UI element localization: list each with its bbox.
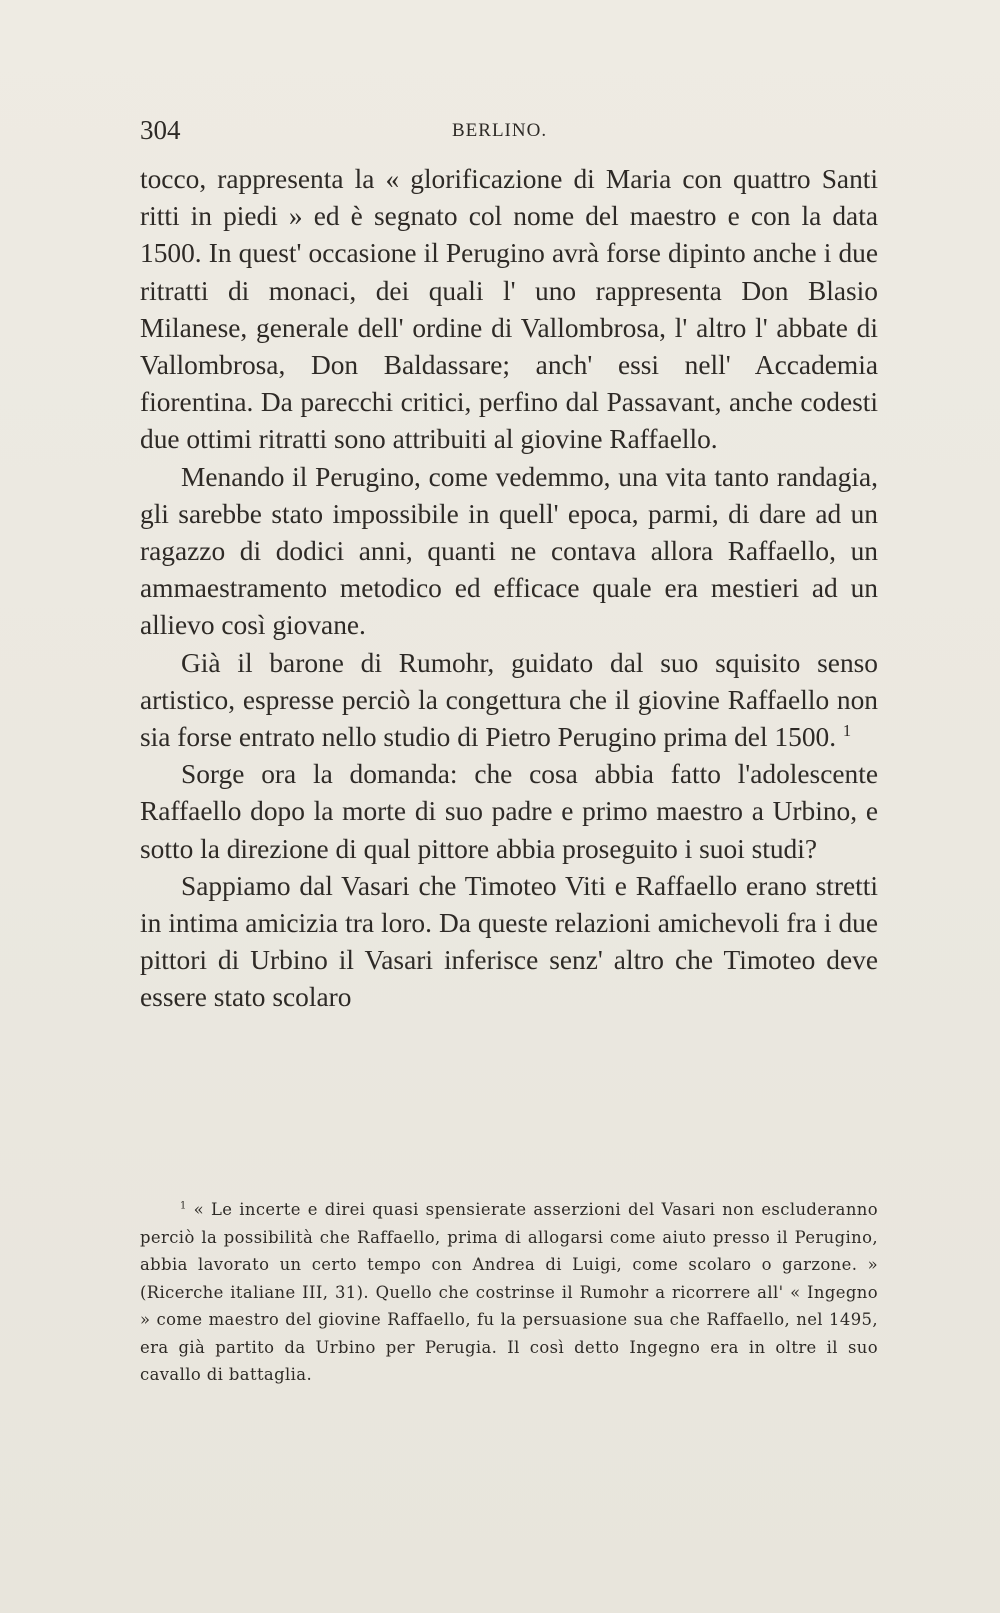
paragraph-text: Già il barone di Rumohr, guidato dal suo squisito senso artistico, espresse perciò la congettura che il giovine Raffaello non sia forse entrato nello studio di Pietro Perugino prima del 1500. [140, 647, 878, 753]
footnote-marker: 1 [180, 1200, 187, 1212]
page-number: 304 [140, 115, 181, 145]
footnote-reference: 1 [842, 720, 852, 740]
body-text [140, 161, 878, 1017]
footnote [140, 1196, 878, 1389]
footnotes [140, 1196, 878, 1389]
paragraph: Sorge ora la domanda: che cosa abbia fatto l'adolescente Raffaello dopo la morte di suo padre e primo maestro a Urbino, e sotto la direzione di qual pittore abbia proseguito i suoi studi? [140, 759, 878, 864]
running-head: BERLINO. [452, 120, 548, 141]
paragraph: Sappiamo dal Vasari che Timoteo Viti e Raffaello erano stretti in intima amicizia tra loro. Da queste relazioni amichevoli fra i due pittori di Urbino il Vasari inferisce senz' altro che Timoteo deve essere stato scolaro [140, 870, 878, 1013]
page-header [140, 112, 878, 148]
paragraph: tocco, rappresenta la « glorificazione di Maria con quattro Santi ritti in piedi » ed è segnato col nome del maestro e con la data 1500. In quest' occasione il Perugino avrà forse dipinto anche i due ritratti di monaci, dei quali l' uno rappresenta Don Blasio Milanese, generale dell' ordine di Vallombrosa, l' altro l' abbate di Vallombrosa, Don Baldassare; anch' essi nell' Accademia fiorentina. Da parecchi critici, perfino dal Passavant, anche codesti due ottimi ritratti sono attribuiti al giovine Raffaello. [140, 164, 878, 455]
footnote-text: « Le incerte e direi quasi spensierate asserzioni del Vasari non escluderanno perciò la possibilità che Raffaello, prima di allogarsi come aiuto presso il Perugino, abbia lavorato un certo tempo con Andrea di Luigi, come scolaro o garzone. » (Ricerche italiane III, 31). Quello che costrinse il Rumohr a ricorrere all' « Ingegno » come maestro del giovine Raffaello, fu la persuasione sua che Raffaello, nel 1495, era già partito da Urbino per Perugia. Il così detto Ingegno era in oltre il suo cavallo di battaglia. [140, 1200, 878, 1384]
paragraph: Menando il Perugino, come vedemmo, una vita tanto randagia, gli sarebbe stato impossibile in quell' epoca, parmi, di dare ad un ragazzo di dodici anni, quanti ne contava allora Raffaello, un ammaestramento metodico ed efficace quale era mestieri ad un allievo così giovane. [140, 461, 878, 641]
paragraph [140, 645, 878, 757]
